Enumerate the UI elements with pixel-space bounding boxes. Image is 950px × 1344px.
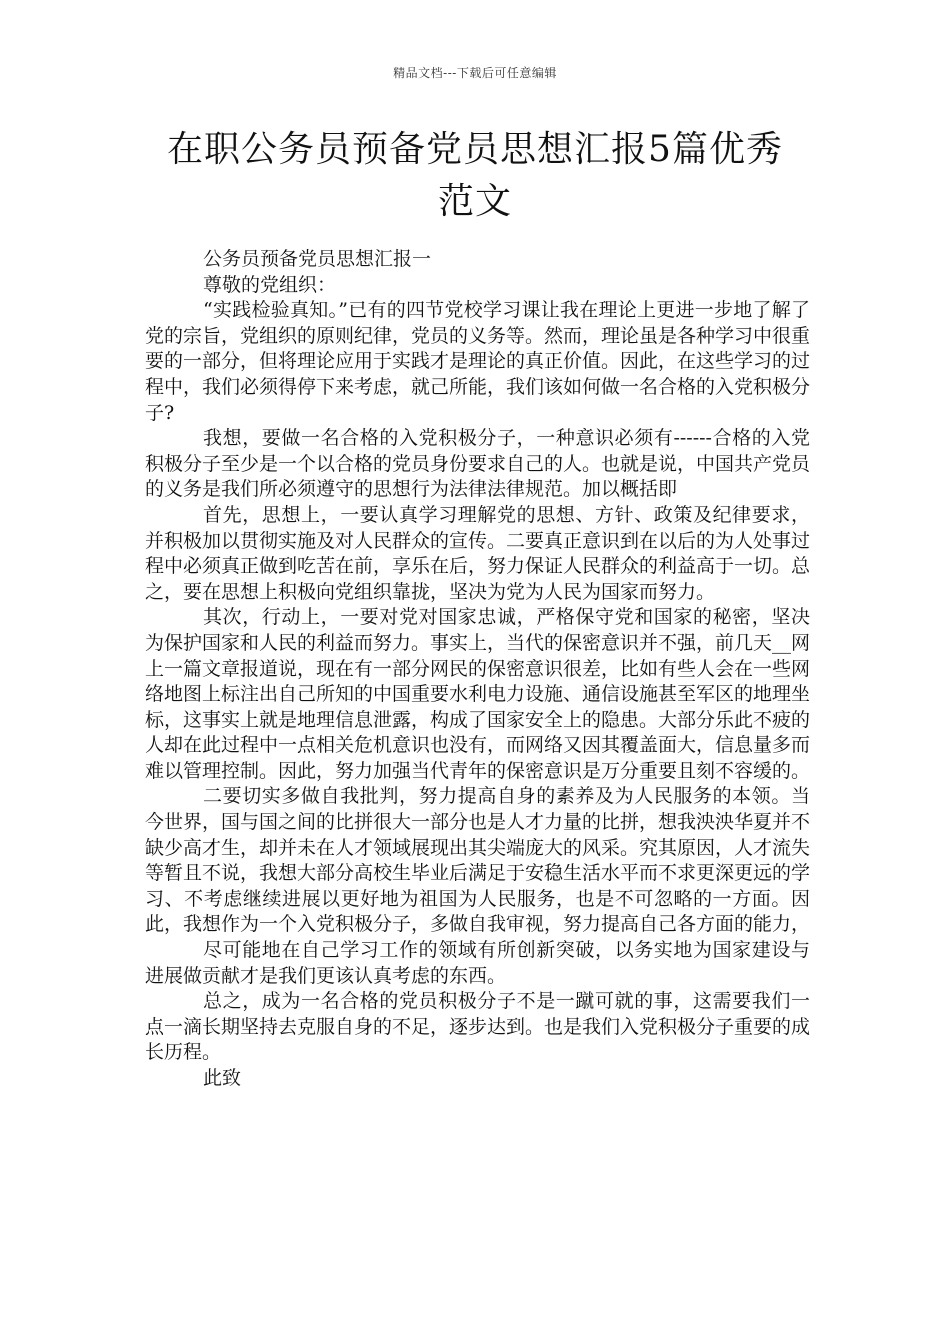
header-note: 精品文档---下载后可任意编辑 [393, 66, 557, 80]
body-paragraph: 尽可能地在自己学习工作的领域有所创新突破，以务实地为国家建设与进展做贡献才是我们更该认真考虑的东西。 [145, 939, 810, 987]
closing: 此致 [203, 1067, 242, 1089]
body-paragraph: 我想，要做一名合格的入党积极分子，一种意识必须有------合格的入党积极分子至少是一个以合格的党员身份要求自己的人。也就是说，中国共产党员的义务是我们所必须遵守的思想行为法律法律规范。加以概括即 [145, 427, 811, 501]
body-paragraph: 其次，行动上，一要对党对国家忠诚，严格保守党和国家的秘密，坚决为保护国家和人民的利益而努力。事实上，当代的保密意识并不强，前几天__网上一篇文章报道说，现在有一部分网民的保密意识很差，比如有些人会在一些网络地图上标注出自己所知的中国重要水利电力设施、通信设施甚至军区的地理坐标，这事实上就是地理信息泄露，构成了国家安全上的隐患。大部分乐此不疲的人却在此过程中一点相关危机意识也没有，而网络又因其覆盖面大，信息量多而难以管理控制。因此，努力加强当代青年的保密意识是万分重要且刻不容缓的。 [145, 606, 811, 782]
salutation: 尊敬的党组织： [203, 273, 337, 296]
document-body [145, 247, 810, 1092]
body-paragraph: 二要切实多做自我批判，努力提高自身的素养及为人民服务的本领。当今世界，国与国之间的比拼很大一部分也是人才力量的比拼，想我泱泱华夏并不缺少高才生，却并未在人才领域展现出其尖端庞大的风采。究其原因，人才流失等暂且不说，我想大部分高校生毕业后满足于安稳生活水平而不求更深更远的学习、不考虑继续进展以更好地为祖国为人民服务，也是不可忽略的一方面。因此，我想作为一个入党积极分子，多做自我审视，努力提高自己各方面的能力， [145, 785, 811, 936]
body-paragraph: 总之，成为一名合格的党员积极分子不是一蹴可就的事，这需要我们一点一滴长期坚持去克服自身的不足，逐步达到。也是我们入党积极分子重要的成长历程。 [145, 990, 811, 1064]
body-paragraph: “实践检验真知。”已有的四节党校学习课让我在理论上更进一步地了解了党的宗旨，党组织的原则纪律，党员的义务等。然而，理论虽是各种学习中很重要的一部分，但将理论应用于实践才是理论的真正价值。因此，在这些学习的过程中，我们必须得停下来考虑，就己所能，我们该如何做一名合格的入党积极分子? [145, 299, 811, 424]
body-paragraph: 首先，思想上，一要认真学习理解党的思想、方针、政策及纪律要求，并积极加以贯彻实施及对人民群众的宣传。二要真正意识到在以后的为人处事过程中必须真正做到吃苦在前，享乐在后，努力保证人民群众的利益高于一切。总之，要在思想上积极向党组织靠拢，坚决为党为人民为国家而努力。 [145, 503, 811, 603]
section-heading: 公务员预备党员思想汇报一 [203, 248, 432, 270]
document-title: 在职公务员预备党员思想汇报5篇优秀范文 [167, 129, 783, 222]
